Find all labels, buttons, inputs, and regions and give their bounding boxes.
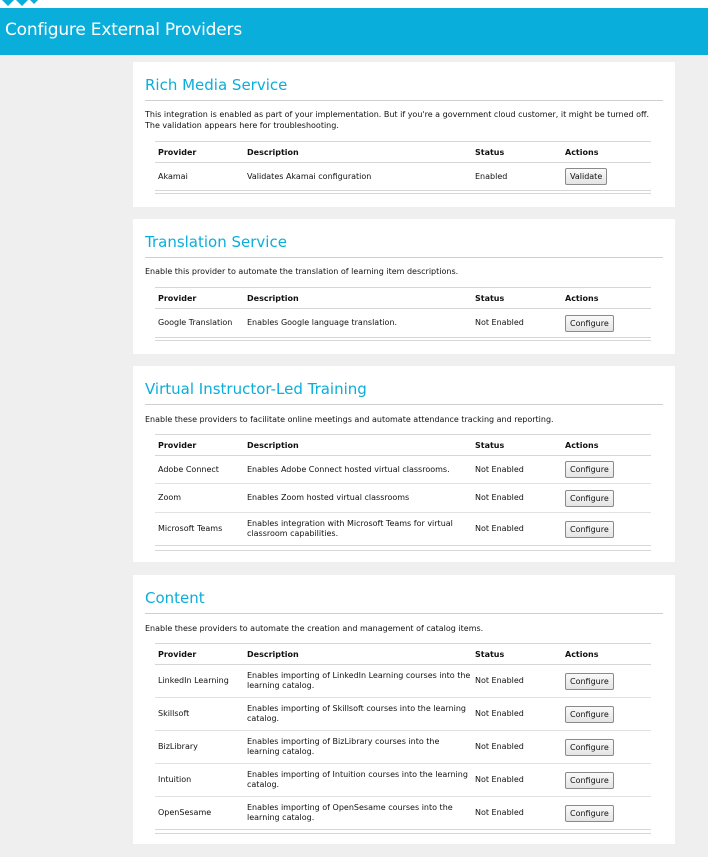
providers-table <box>155 434 651 546</box>
page-title: Configure External Providers <box>5 20 242 40</box>
provider-description: Enables importing of BizLibrary courses into the learning catalog. <box>244 731 472 764</box>
brand-logo-icon <box>0 0 40 8</box>
provider-name: Skillsoft <box>155 698 244 731</box>
section-divider <box>145 404 663 405</box>
configure-button[interactable]: Configure <box>565 739 614 756</box>
provider-name: OpenSesame <box>155 797 244 830</box>
providers-table <box>155 287 651 338</box>
section-description: Enable these providers to facilitate online meetings and automate attendance tracking and reporting. <box>145 415 554 424</box>
provider-status: Not Enabled <box>472 797 562 830</box>
configure-button[interactable]: Configure <box>565 490 614 507</box>
table-row <box>155 513 651 546</box>
section-translation-service <box>133 219 675 354</box>
column-header-provider: Provider <box>155 644 244 665</box>
provider-name: Akamai <box>155 163 244 191</box>
column-header-description: Description <box>244 142 472 163</box>
column-header-actions: Actions <box>562 644 651 665</box>
column-header-description: Description <box>244 288 472 309</box>
section-virtual-instructor-led-training <box>133 366 675 562</box>
table-row <box>155 665 651 698</box>
section-title: Virtual Instructor-Led Training <box>145 380 367 398</box>
provider-name: Google Translation <box>155 309 244 338</box>
provider-description: Enables importing of Skillsoft courses into the learning catalog. <box>244 698 472 731</box>
table-row <box>155 731 651 764</box>
section-rich-media-service <box>133 62 675 207</box>
column-header-provider: Provider <box>155 142 244 163</box>
section-title: Content <box>145 589 205 607</box>
column-header-actions: Actions <box>562 435 651 456</box>
provider-description: Enables integration with Microsoft Teams for virtual classroom capabilities. <box>244 513 472 546</box>
provider-description: Enables Google language translation. <box>244 309 472 338</box>
provider-name: BizLibrary <box>155 731 244 764</box>
page-header <box>0 8 708 55</box>
provider-name: Adobe Connect <box>155 456 244 484</box>
configure-button[interactable]: Configure <box>565 315 614 332</box>
table-footer-rule <box>155 193 651 194</box>
table-footer-rule <box>155 833 651 834</box>
table-row <box>155 698 651 731</box>
configure-button[interactable]: Configure <box>565 461 614 478</box>
table-row <box>155 764 651 797</box>
configure-button[interactable]: Configure <box>565 805 614 822</box>
provider-status: Not Enabled <box>472 513 562 546</box>
provider-description: Enables importing of LinkedIn Learning courses into the learning catalog. <box>244 665 472 698</box>
provider-description: Enables Zoom hosted virtual classrooms <box>244 484 472 513</box>
provider-status: Not Enabled <box>472 764 562 797</box>
provider-status: Not Enabled <box>472 309 562 338</box>
section-description: Enable these providers to automate the creation and management of catalog items. <box>145 624 484 633</box>
provider-status: Not Enabled <box>472 698 562 731</box>
providers-table <box>155 643 651 830</box>
table-row <box>155 163 651 191</box>
configure-button[interactable]: Configure <box>565 521 614 538</box>
table-footer-rule <box>155 550 651 551</box>
provider-name: LinkedIn Learning <box>155 665 244 698</box>
configure-button[interactable]: Configure <box>565 772 614 789</box>
provider-description: Enables importing of Intuition courses into the learning catalog. <box>244 764 472 797</box>
provider-name: Intuition <box>155 764 244 797</box>
table-row <box>155 797 651 830</box>
provider-description: Enables Adobe Connect hosted virtual classrooms. <box>244 456 472 484</box>
configure-button[interactable]: Configure <box>565 673 614 690</box>
section-description: This integration is enabled as part of your implementation. But if you're a government cloud customer, it might be turned off. The validation appears here for troubleshooting. <box>145 110 650 130</box>
table-footer-rule <box>155 340 651 341</box>
column-header-description: Description <box>244 435 472 456</box>
validate-button[interactable]: Validate <box>565 168 607 185</box>
column-header-provider: Provider <box>155 288 244 309</box>
provider-status: Not Enabled <box>472 484 562 513</box>
column-header-status: Status <box>472 142 562 163</box>
column-header-status: Status <box>472 288 562 309</box>
section-content <box>133 575 675 844</box>
provider-status: Not Enabled <box>472 731 562 764</box>
provider-status: Not Enabled <box>472 456 562 484</box>
provider-status: Not Enabled <box>472 665 562 698</box>
section-divider <box>145 613 663 614</box>
provider-description: Enables importing of OpenSesame courses into the learning catalog. <box>244 797 472 830</box>
top-strip <box>0 0 708 8</box>
column-header-actions: Actions <box>562 288 651 309</box>
section-title: Translation Service <box>145 233 287 251</box>
table-row <box>155 456 651 484</box>
column-header-status: Status <box>472 435 562 456</box>
provider-description: Validates Akamai configuration <box>244 163 472 191</box>
providers-table <box>155 141 651 191</box>
section-title: Rich Media Service <box>145 76 288 94</box>
section-divider <box>145 100 663 101</box>
table-row <box>155 309 651 338</box>
configure-button[interactable]: Configure <box>565 706 614 723</box>
table-row <box>155 484 651 513</box>
column-header-provider: Provider <box>155 435 244 456</box>
section-divider <box>145 257 663 258</box>
column-header-status: Status <box>472 644 562 665</box>
provider-name: Zoom <box>155 484 244 513</box>
section-description: Enable this provider to automate the translation of learning item descriptions. <box>145 267 459 276</box>
provider-name: Microsoft Teams <box>155 513 244 546</box>
provider-status: Enabled <box>472 163 562 191</box>
column-header-description: Description <box>244 644 472 665</box>
column-header-actions: Actions <box>562 142 651 163</box>
